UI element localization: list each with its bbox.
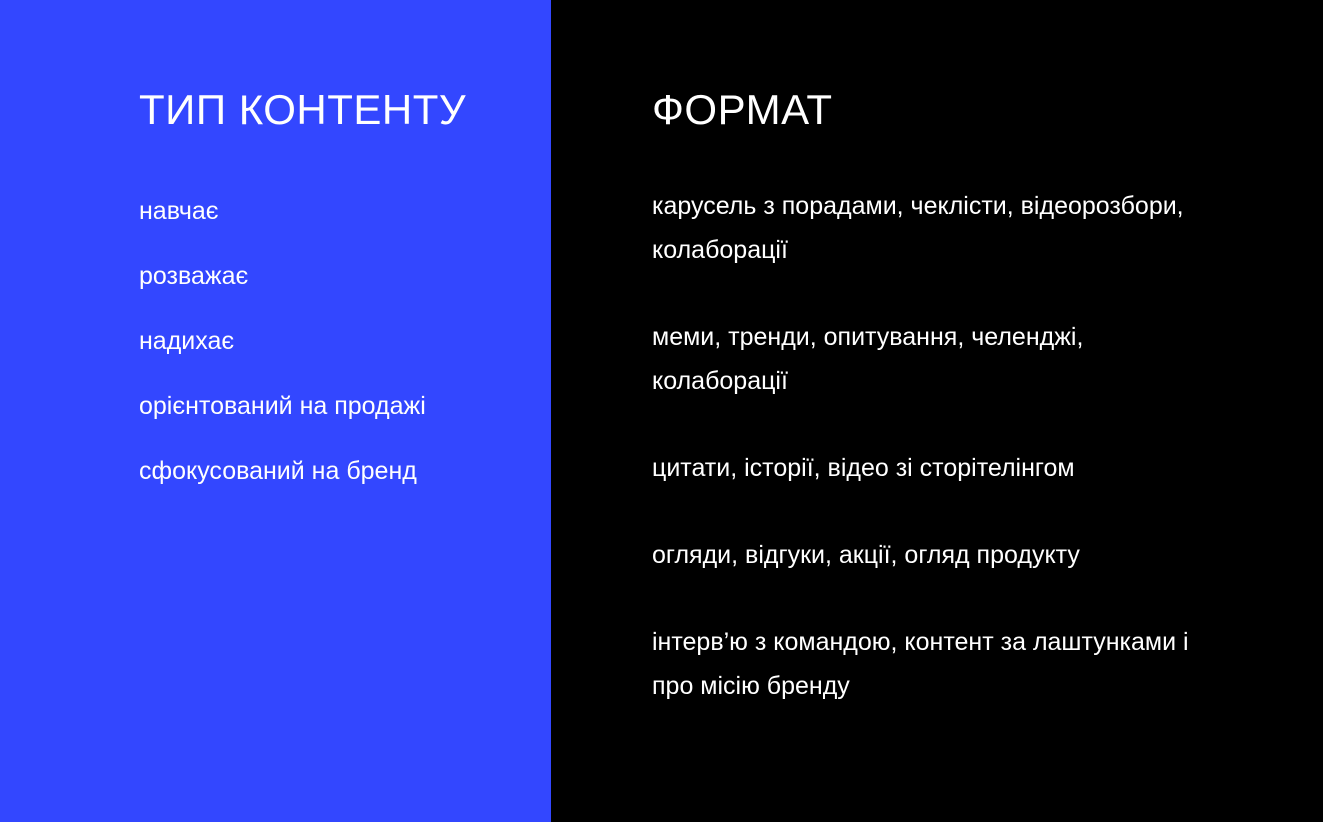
content-type-item: орієнтований на продажі bbox=[139, 392, 426, 420]
content-type-item: сфокусований на бренд bbox=[139, 457, 417, 485]
format-item: карусель з порадами, чеклісти, відеорозбори, колаборації bbox=[652, 192, 1184, 264]
format-item: огляди, відгуки, акції, огляд продукту bbox=[652, 541, 1080, 569]
content-type-list bbox=[139, 195, 426, 520]
format-heading: ФОРМАТ bbox=[652, 86, 833, 133]
content-type-item: розважає bbox=[139, 262, 249, 290]
format-item: меми, тренди, опитування, челенджі, колаборації bbox=[652, 323, 1084, 395]
format-panel bbox=[551, 0, 1323, 822]
format-list bbox=[652, 184, 1212, 751]
format-item: цитати, історії, відео зі сторітелінгом bbox=[652, 454, 1075, 482]
content-type-item: надихає bbox=[139, 327, 235, 355]
format-item: інтерв’ю з командою, контент за лаштунками і про місію бренду bbox=[652, 628, 1189, 700]
content-type-panel bbox=[0, 0, 551, 822]
content-type-item: навчає bbox=[139, 197, 219, 225]
content-type-heading: ТИП КОНТЕНТУ bbox=[139, 86, 467, 133]
